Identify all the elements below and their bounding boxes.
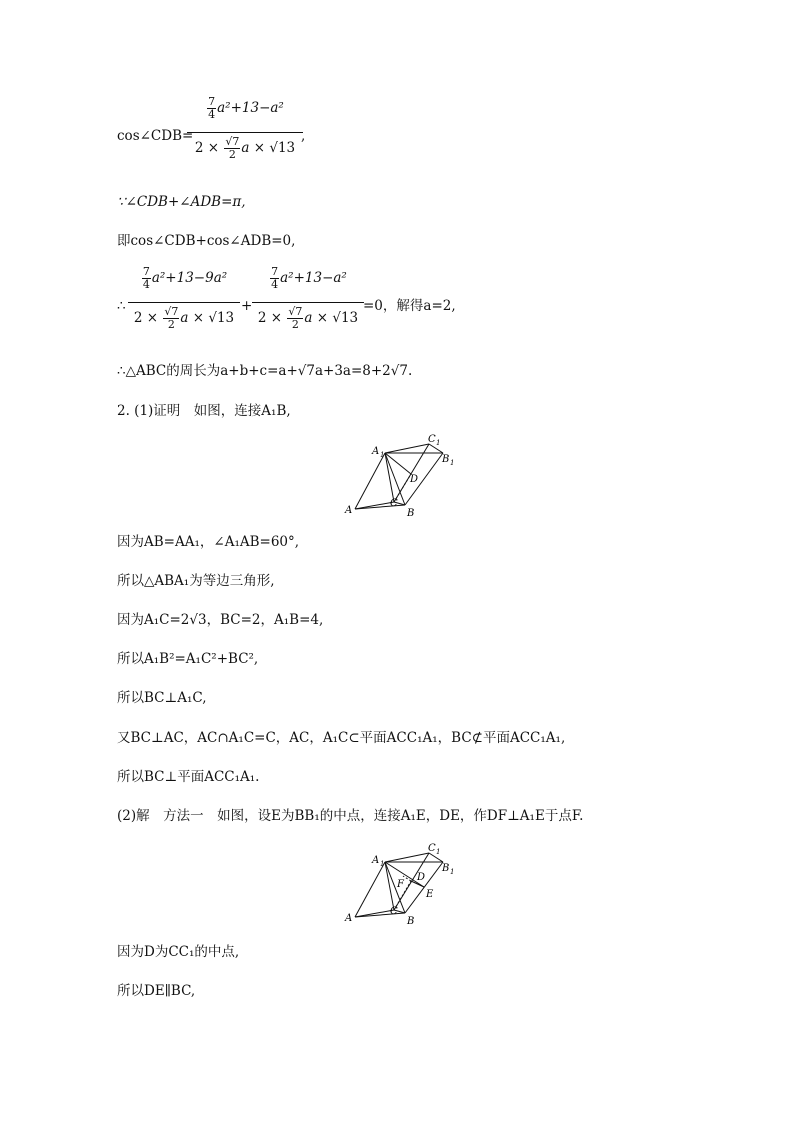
fig2-label-b: B xyxy=(407,916,415,927)
fig2-label-a1: A xyxy=(372,855,380,866)
eq2-fraction-1 xyxy=(128,266,240,338)
line-d-midpoint: 因为D为CC₁的中点, xyxy=(117,944,240,960)
svg-text:1: 1 xyxy=(436,439,441,447)
line-angle-sum: ∵∠CDB+∠ADB=π, xyxy=(117,194,246,210)
fig2-label-f: F xyxy=(397,879,404,890)
eq1-den-frac: $\frac{√7}{2}$ xyxy=(225,135,240,161)
line-problem2-proof: 2. (1)证明 如图，连接A₁B, xyxy=(117,403,291,419)
line-conclusion-1: 所以BC⊥平面ACC₁A₁. xyxy=(117,769,260,785)
eq1-lhs: cos∠CDB= xyxy=(117,128,194,144)
line-perimeter: ∴△ABC的周长为a+b+c=a+√7a+3a=8+2√7. xyxy=(117,363,413,379)
fig1-label-d: D xyxy=(410,474,419,485)
svg-text:1: 1 xyxy=(436,848,441,856)
svg-text:1: 1 xyxy=(450,459,455,467)
fig2-label-c1: C xyxy=(428,843,436,854)
figure-prism-1 xyxy=(340,430,465,520)
fig2-label-b1: B xyxy=(442,863,450,874)
eq2-tail: =0，解得a=2, xyxy=(363,298,456,314)
eq2-num2: $\frac{7}{4}$ a²+13−a² xyxy=(271,265,347,291)
fig1-label-c1: C xyxy=(428,434,436,445)
eq2-fraction-2 xyxy=(252,266,364,338)
line-pythagoras: 所以A₁B²=A₁C²+BC², xyxy=(117,651,259,667)
line-plane-condition: 又BC⊥AC，AC∩A₁C=C，AC，A₁C⊂平面ACC₁A₁，BC⊄平面ACC₁A₁, xyxy=(117,730,566,746)
line-de-parallel: 所以DE∥BC, xyxy=(117,983,196,999)
fig2-label-e: E xyxy=(426,889,434,900)
eq2-prefix: ∴ xyxy=(117,298,126,314)
eq1-denominator: 2 × $\frac{√7}{2}$ a × √13 xyxy=(194,135,296,161)
eq1-fraction xyxy=(187,95,306,168)
line-perpendicular: 所以BC⊥A₁C, xyxy=(117,690,207,706)
fig2-label-a: A xyxy=(345,913,353,924)
eq1-numerator: $\frac{7}{4}$ a²+13−a² xyxy=(208,95,284,121)
fig2-label-d: D xyxy=(417,872,426,883)
eq1-num-frac: $\frac{7}{4}$ xyxy=(208,95,216,121)
fig1-label-b1: B xyxy=(442,454,450,465)
line-equilateral: 所以△ABA₁为等边三角形, xyxy=(117,573,275,589)
line-ab-aa1: 因为AB=AA₁，∠A₁AB=60°, xyxy=(117,534,300,550)
eq2-num1: $\frac{7}{4}$ a²+13−9a² xyxy=(142,265,228,291)
svg-text:1: 1 xyxy=(380,451,385,459)
eq2-den1: 2 × $\frac{√7}{2}$ a × √13 xyxy=(133,305,235,331)
eq1-tail: , xyxy=(301,128,306,144)
eq2-den2: 2 × $\frac{√7}{2}$ a × √13 xyxy=(257,305,359,331)
fig1-label-b: B xyxy=(407,508,415,519)
line-method-one: (2)解 方法一 如图，设E为BB₁的中点，连接A₁E，DE，作DF⊥A₁E于点F. xyxy=(117,808,584,824)
fig1-label-a1: A xyxy=(372,446,380,457)
fig1-label-c: C xyxy=(390,498,398,509)
line-cos-sum: 即cos∠CDB+cos∠ADB=0, xyxy=(117,233,296,249)
eq2-plus: + xyxy=(241,298,253,314)
svg-text:1: 1 xyxy=(380,860,385,868)
fig1-label-a: A xyxy=(345,505,353,516)
line-lengths: 因为A₁C=2√3，BC=2，A₁B=4, xyxy=(117,612,324,628)
figure-prism-2 xyxy=(340,840,465,930)
fig2-label-c: C xyxy=(390,906,398,917)
svg-text:1: 1 xyxy=(450,868,455,876)
